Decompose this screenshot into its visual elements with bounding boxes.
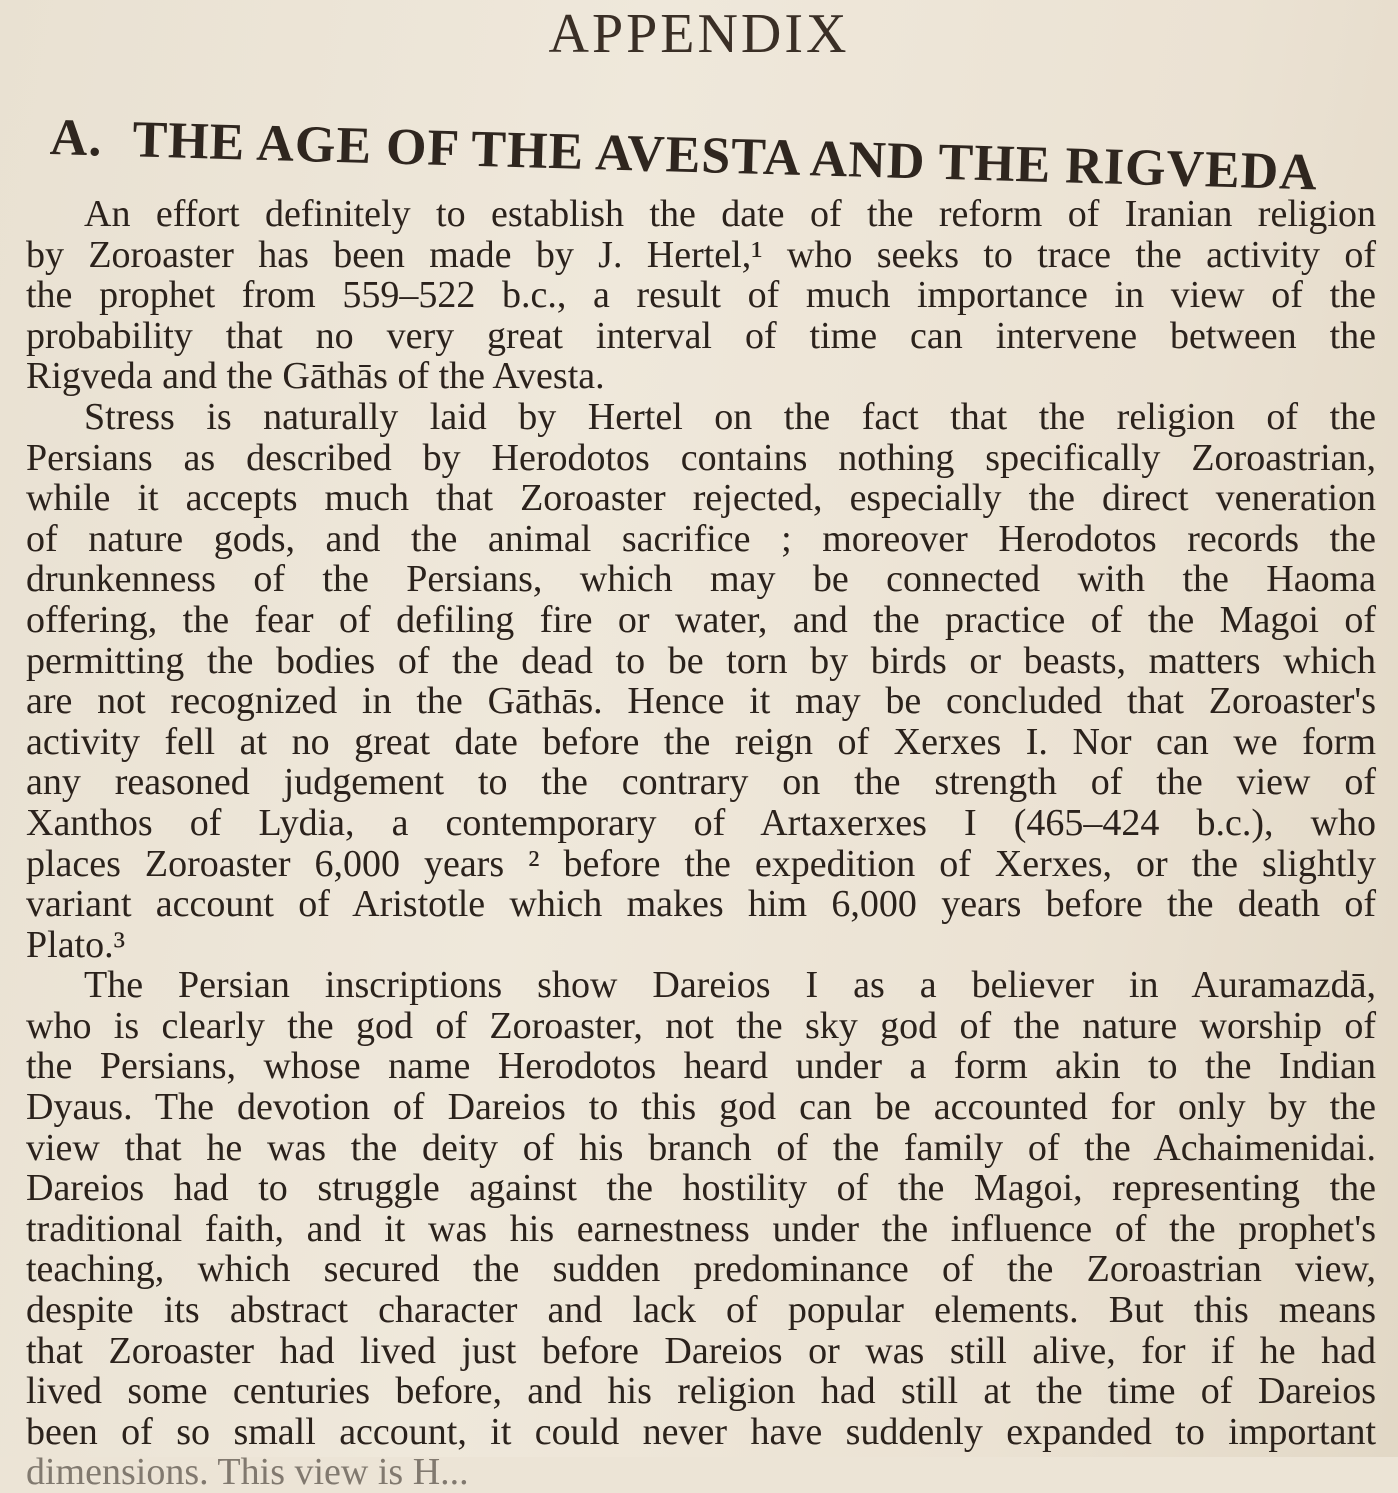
- section-heading: [49, 108, 1370, 205]
- text-line: Rigveda and the Gāthās of the Avesta.: [26, 355, 605, 398]
- page-heading: APPENDIX: [548, 3, 850, 65]
- text-line: offering, the fear of defiling fire or water, and the practice of the Magoi of: [26, 598, 1376, 641]
- section-title: THE AGE OF THE AVESTA AND THE RIGVEDA: [131, 111, 1319, 202]
- text-line: the Persians, whose name Herodotos heard under a form akin to the Indian: [26, 1045, 1376, 1088]
- text-line: variant account of Aristotle which makes him 6,000 years before the death of: [26, 883, 1376, 926]
- text-line: by Zoroaster has been made by J. Hertel,¹ who seeks to trace the activity of: [26, 233, 1376, 276]
- body-text: [26, 194, 1376, 1493]
- text-line: The Persian inscriptions show Dareios I as a believer in Auramazdā,: [84, 964, 1376, 1007]
- text-line: any reasoned judgement to the contrary on the strength of the view of: [26, 761, 1376, 804]
- text-line: Persians as described by Herodotos contains nothing specifically Zoroastrian,: [26, 436, 1376, 479]
- text-line: who is clearly the god of Zoroaster, not the sky god of the nature worship of: [26, 1004, 1376, 1047]
- text-line: Xanthos of Lydia, a contemporary of Artaxerxes I (465–424 b.c.), who: [26, 801, 1376, 844]
- text-line: drunkenness of the Persians, which may be connected with the Haoma: [26, 558, 1376, 601]
- text-line: places Zoroaster 6,000 years ² before the expedition of Xerxes, or the slightly: [26, 842, 1376, 885]
- text-line: traditional faith, and it was his earnestness under the influence of the prophet's: [26, 1207, 1376, 1250]
- text-line: of nature gods, and the animal sacrifice ; moreover Herodotos records the: [26, 517, 1376, 560]
- text-line: the prophet from 559–522 b.c., a result of much importance in view of the: [26, 274, 1376, 317]
- text-line: been of so small account, it could never have suddenly expanded to important: [26, 1410, 1376, 1453]
- text-line: probability that no very great interval of time can intervene between the: [26, 314, 1376, 357]
- text-line: while it accepts much that Zoroaster rejected, especially the direct veneration: [26, 477, 1376, 520]
- text-line: Dyaus. The devotion of Dareios to this god can be accounted for only by the: [26, 1086, 1376, 1129]
- text-line: dimensions. This view is H...: [26, 1451, 469, 1493]
- text-line: are not recognized in the Gāthās. Hence it may be concluded that Zoroaster's: [26, 680, 1376, 723]
- text-line: Dareios had to struggle against the hostility of the Magoi, representing the: [26, 1167, 1376, 1210]
- text-line: activity fell at no great date before the reign of Xerxes I. Nor can we form: [26, 720, 1376, 763]
- text-line: An effort definitely to establish the date of the reform of Iranian religion: [84, 193, 1376, 235]
- text-line: view that he was the deity of his branch of the family of the Achaimenidai.: [26, 1126, 1376, 1169]
- text-line: Plato.³: [26, 923, 126, 966]
- section-number: A.: [49, 109, 104, 168]
- text-line: lived some centuries before, and his religion had still at the time of Dareios: [26, 1370, 1376, 1413]
- text-line: Stress is naturally laid by Hertel on the fact that the religion of the: [84, 395, 1376, 438]
- text-line: teaching, which secured the sudden predominance of the Zoroastrian view,: [26, 1248, 1376, 1291]
- text-line: permitting the bodies of the dead to be torn by birds or beasts, matters which: [26, 639, 1376, 682]
- text-line: despite its abstract character and lack of popular elements. But this means: [26, 1289, 1376, 1332]
- text-line: that Zoroaster had lived just before Dareios or was still alive, for if he had: [26, 1329, 1376, 1372]
